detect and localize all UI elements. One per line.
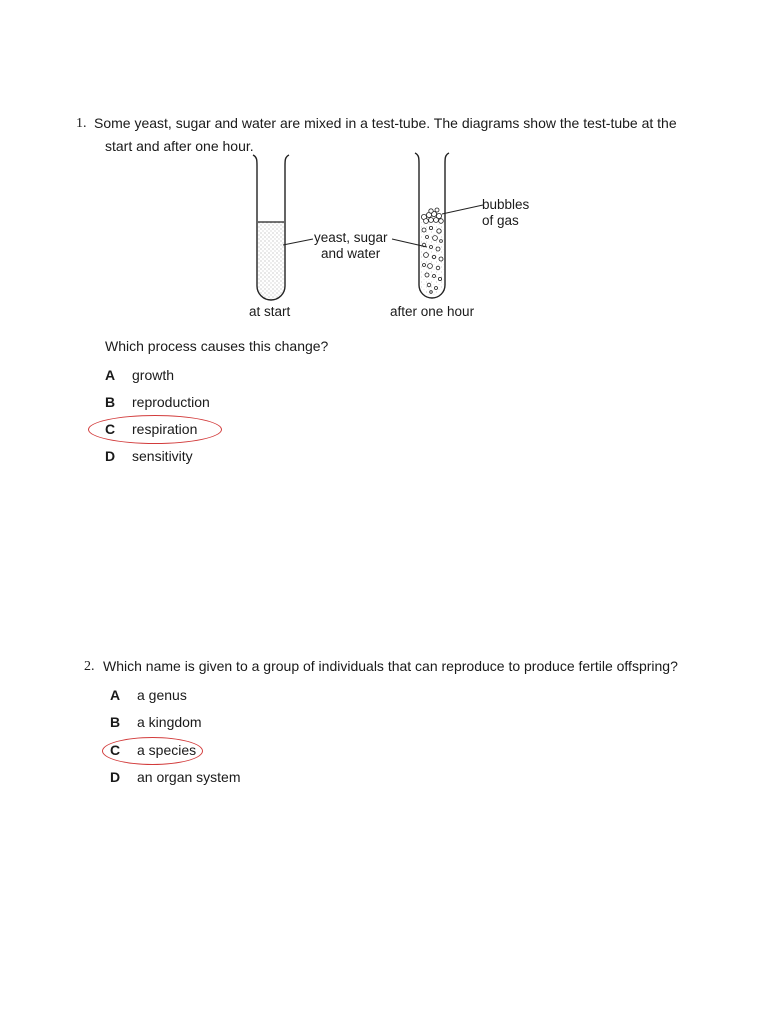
q1-option-c-letter[interactable]: C [105, 421, 116, 437]
q2-option-b-letter[interactable]: B [110, 714, 121, 730]
label-of-gas: of gas [482, 213, 519, 228]
q2-number: 2. [84, 659, 95, 674]
q1-option-d-text[interactable]: sensitivity [132, 448, 193, 464]
q1-number: 1. [76, 116, 87, 131]
caption-at-start: at start [249, 304, 291, 319]
q1-question: Which process causes this change? [105, 338, 329, 354]
q1-option-b-text[interactable]: reproduction [132, 394, 210, 410]
q2-answer-circle [102, 737, 203, 765]
q2-question: Which name is given to a group of individuals that can reproduce to produce fertile offspring? [103, 658, 678, 674]
q2-option-c-text[interactable]: a species [137, 742, 197, 758]
q2-option-a-text[interactable]: a genus [137, 687, 187, 703]
q1-option-c-text[interactable]: respiration [132, 421, 198, 437]
q2-option-d-text[interactable]: an organ system [137, 769, 241, 785]
label-bubbles: bubbles [482, 197, 530, 212]
caption-after-one-hour: after one hour [390, 304, 475, 319]
q2-option-d-letter[interactable]: D [110, 769, 121, 785]
q1-stem-line2: start and after one hour. [105, 138, 254, 154]
q1-option-d-letter[interactable]: D [105, 448, 116, 464]
q1-option-a-letter[interactable]: A [105, 367, 116, 383]
q1-option-b-letter[interactable]: B [105, 394, 116, 410]
q2-option-c-letter[interactable]: C [110, 742, 121, 758]
q1-option-a-text[interactable]: growth [132, 367, 175, 383]
foam-bubbles [421, 208, 443, 223]
label-and-water: and water [321, 246, 381, 261]
q2-option-a-letter[interactable]: A [110, 687, 121, 703]
q2-option-b-text[interactable]: a kingdom [137, 714, 202, 730]
tube-at-start [253, 155, 313, 300]
q1-stem-line1: Some yeast, sugar and water are mixed in a test-tube. The diagrams show the test-tube at the [94, 115, 677, 131]
label-yeast-sugar: yeast, sugar [314, 230, 388, 245]
q1-answer-circle [88, 415, 222, 444]
tube-after-one-hour [392, 153, 483, 298]
